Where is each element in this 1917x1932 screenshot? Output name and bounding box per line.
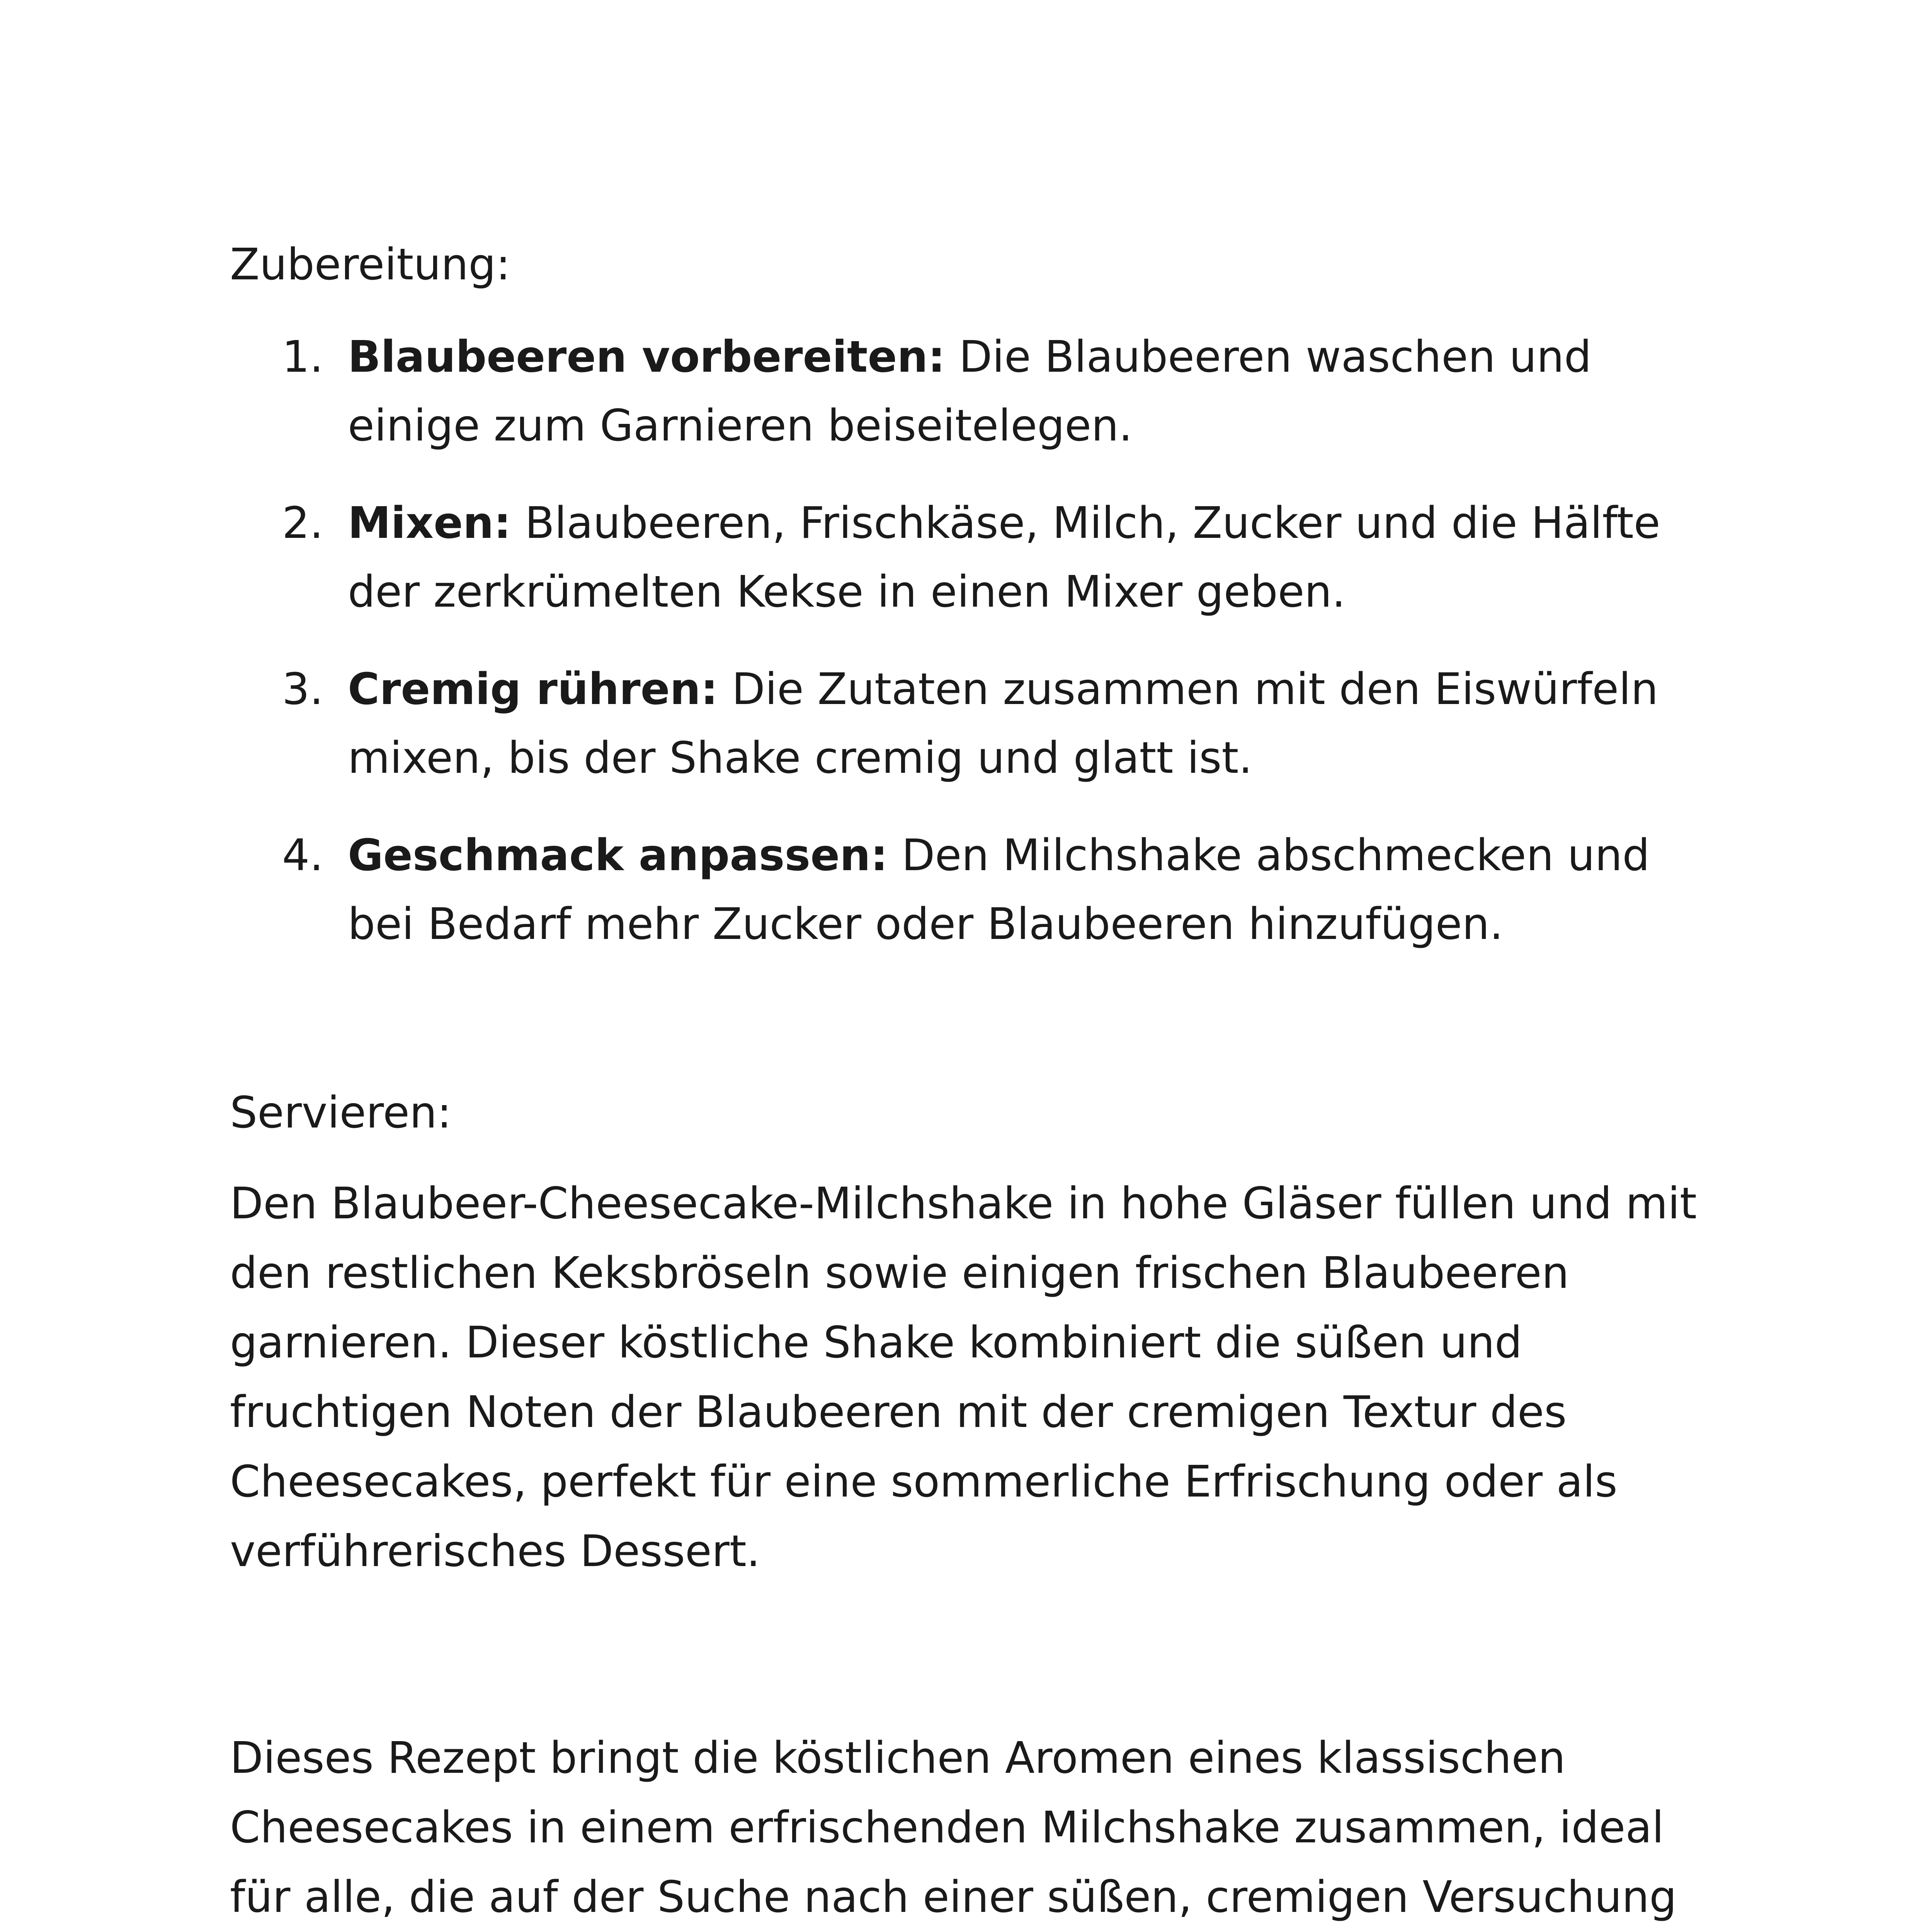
step-text: Die Blaubeeren waschen und einige zum Garnieren beiseitelegen.: [348, 332, 1592, 451]
serving-paragraph: Den Blaubeer-Cheesecake-Milchshake in hohe Gläser füllen und mit den restlichen Keksbröseln sowie einigen frischen Blaubeeren garnieren. Dieser köstliche Shake kombiniert die süßen und fruchtigen Noten der Blaubeeren mit der cremigen Textur des Cheesecakes, perfekt für eine sommerliche Erfrischung oder als verführerisches Dessert.: [230, 1179, 1697, 1577]
preparation-step: [230, 655, 1679, 793]
serving-heading: Servieren:: [230, 1088, 452, 1138]
preparation-step: [230, 323, 1679, 460]
step-title: Mixen:: [348, 498, 511, 548]
step-title: Blaubeeren vorbereiten:: [348, 332, 946, 382]
step-title: Geschmack anpassen:: [348, 830, 888, 881]
preparation-steps-list: [230, 323, 1679, 987]
step-text: Den Milchshake abschmecken und bei Bedarf mehr Zucker oder Blaubeeren hinzufügen.: [348, 830, 1650, 949]
step-text: Blaubeeren, Frischkäse, Milch, Zucker und die Hälfte der zerkrümelten Kekse in einen Mixer geben.: [348, 498, 1660, 617]
step-text: Die Zutaten zusammen mit den Eiswürfeln mixen, bis der Shake cremig und glatt ist.: [348, 664, 1658, 783]
step-number: 1.: [282, 332, 323, 382]
step-number: 4.: [282, 830, 323, 881]
step-title: Cremig rühren:: [348, 664, 718, 714]
step-number: 2.: [282, 498, 323, 548]
step-number: 3.: [282, 664, 323, 714]
preparation-heading: Zubereitung:: [230, 240, 511, 290]
preparation-step: [230, 489, 1679, 626]
preparation-step: [230, 821, 1679, 959]
summary-paragraph: Dieses Rezept bringt die köstlichen Aromen eines klassischen Cheesecakes in einem erfrischenden Milchshake zusammen, ideal für alle, die auf der Suche nach einer süßen, cremigen Versuchung: [230, 1733, 1677, 1922]
